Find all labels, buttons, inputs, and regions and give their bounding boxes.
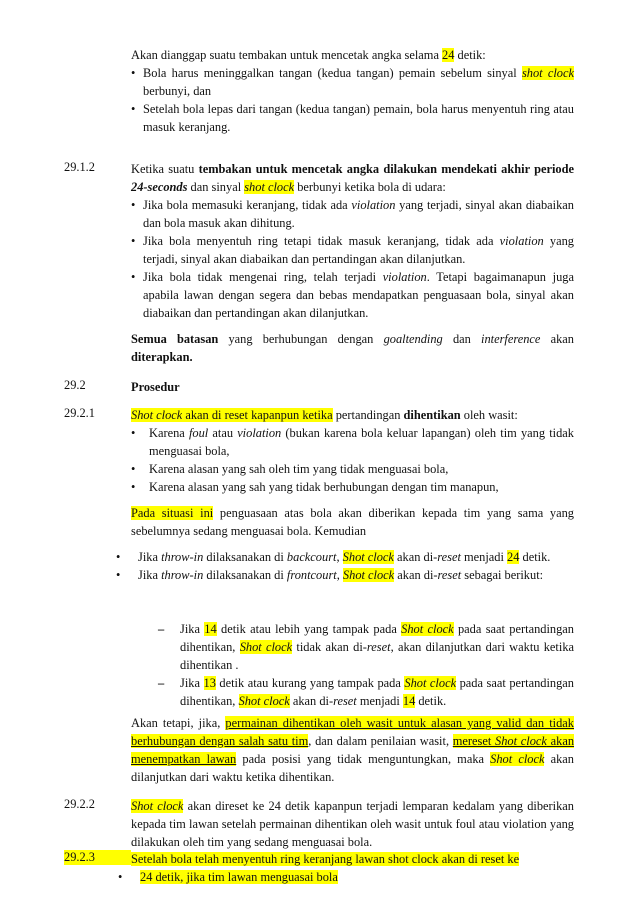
list-item: • Jika bola menyentuh ring tetapi tidak masuk keranjang, tidak ada violation yang terjadi, sinyal akan diabaikan dan pertandingan akan dilanjutkan.: [131, 232, 574, 268]
section-title: Prosedur: [131, 380, 180, 394]
throw-in-block: [116, 548, 574, 584]
situation-paragraph: Pada situasi ini penguasaan atas bola akan diberikan kepada tim yang sama yang sebelumnya sedang menguasai bola. Kemudian: [131, 506, 574, 538]
list-item: • Jika throw-in dilaksanakan di backcourt, Shot clock akan di-reset menjadi 24 detik.: [116, 548, 574, 566]
intro-text: Akan dianggap suatu tembakan untuk mencetak angka selama 24 detik:: [131, 48, 486, 62]
list-item: • Bola harus meninggalkan tangan (kedua tangan) pemain sebelum sinyal shot clock berbunyi, dan: [131, 64, 574, 100]
list-item: • Jika throw-in dilaksanakan di frontcourt, Shot clock akan di-reset sebagai berikut:: [116, 566, 574, 584]
section-29-1-2: [131, 160, 574, 366]
list-item: • Jika bola memasuki keranjang, tidak ada violation yang terjadi, sinyal akan diabaikan dan bola masuk akan dihitung.: [131, 196, 574, 232]
list-item: • Karena alasan yang sah yang tidak berhubungan dengan tim manapun,: [131, 478, 574, 496]
frontcourt-sublist: [158, 620, 574, 710]
violation-list: [131, 196, 574, 322]
list-item: • 24 detik, jika tim lawan menguasai bola: [118, 868, 574, 886]
frontcourt-sublist-block: [158, 620, 574, 710]
list-item: – Jika 14 detik atau lebih yang tampak pada Shot clock pada saat pertandingan dihentikan, Shot clock tidak akan di-reset, akan dilanjutkan dari waktu ketika dihentikan .: [158, 620, 574, 674]
section-heading: Ketika suatu tembakan untuk mencetak angka dilakukan mendekati akhir periode 24-seconds dan sinyal shot clock berbunyi ketika bola di udara:: [131, 162, 574, 194]
list-item: • Setelah bola lepas dari tangan (kedua tangan) pemain, bola harus menyentuh ring atau masuk keranjang.: [131, 100, 574, 136]
however-paragraph-block: [131, 714, 574, 786]
section-number: 29.2.2: [64, 797, 95, 811]
list-item: • Karena foul atau violation (bukan karena bola keluar lapangan) oleh tim yang tidak menguasai bola,: [131, 424, 574, 460]
highlight-24: 24: [442, 48, 455, 62]
section-heading: Shot clock akan di reset kapanpun ketika pertandingan dihentikan oleh wasit:: [131, 408, 518, 422]
reason-list: [131, 424, 574, 496]
however-paragraph: Akan tetapi, jika, permainan dihentikan oleh wasit untuk alasan yang valid dan tidak berhubungan dengan salah satu tim, dan dalam penilaian wasit, mereset Shot clock akan menempatkan lawan pada posisi yang tidak menguntungkan, maka Shot clock akan dilanjutkan dari waktu ketika dihentikan.: [131, 716, 575, 784]
section-number: 29.2.3: [64, 850, 131, 865]
section-number: 29.2: [64, 378, 86, 392]
section-29-2-2: [131, 797, 574, 851]
section-29-2-3-list: [118, 868, 574, 886]
section-29-2-1: [131, 406, 574, 540]
throw-in-list: [116, 548, 574, 584]
section-29-2-3: [131, 850, 574, 868]
list-item: – Jika 13 detik atau kurang yang tampak pada Shot clock pada saat pertandingan dihentikan, Shot clock akan di-reset menjadi 14 detik.: [158, 674, 574, 710]
note-paragraph: Semua batasan yang berhubungan dengan goaltending dan interference akan diterapkan.: [131, 332, 574, 364]
list-item: • Jika bola tidak mengenai ring, telah terjadi violation. Tetapi bagaimanapun juga apabila lawan dengan segera dan bebas mendapatkan penguasaan bola, sinyal akan diabaikan dan pertandingan akan dilanjutkan.: [131, 268, 574, 322]
list-item: • Karena alasan yang sah oleh tim yang tidak menguasai bola,: [131, 460, 574, 478]
intro-block: [131, 46, 574, 136]
section-29-2-3-list-block: [118, 868, 574, 886]
section-text: Shot clock akan direset ke 24 detik kapanpun terjadi lemparan kedalam yang diberikan kepada tim lawan setelah permainan dihentikan oleh wasit untuk foul atau violation yang dilakukan oleh tim yang sedang menguasai bola.: [131, 799, 574, 849]
section-number: 29.2.1: [64, 406, 95, 420]
section-number: 29.1.2: [64, 160, 95, 174]
intro-list: [131, 64, 574, 136]
highlight-shot-clock: shot clock: [521, 66, 574, 80]
section-text: Setelah bola telah menyentuh ring keranjang lawan shot clock akan di reset ke: [131, 852, 520, 866]
